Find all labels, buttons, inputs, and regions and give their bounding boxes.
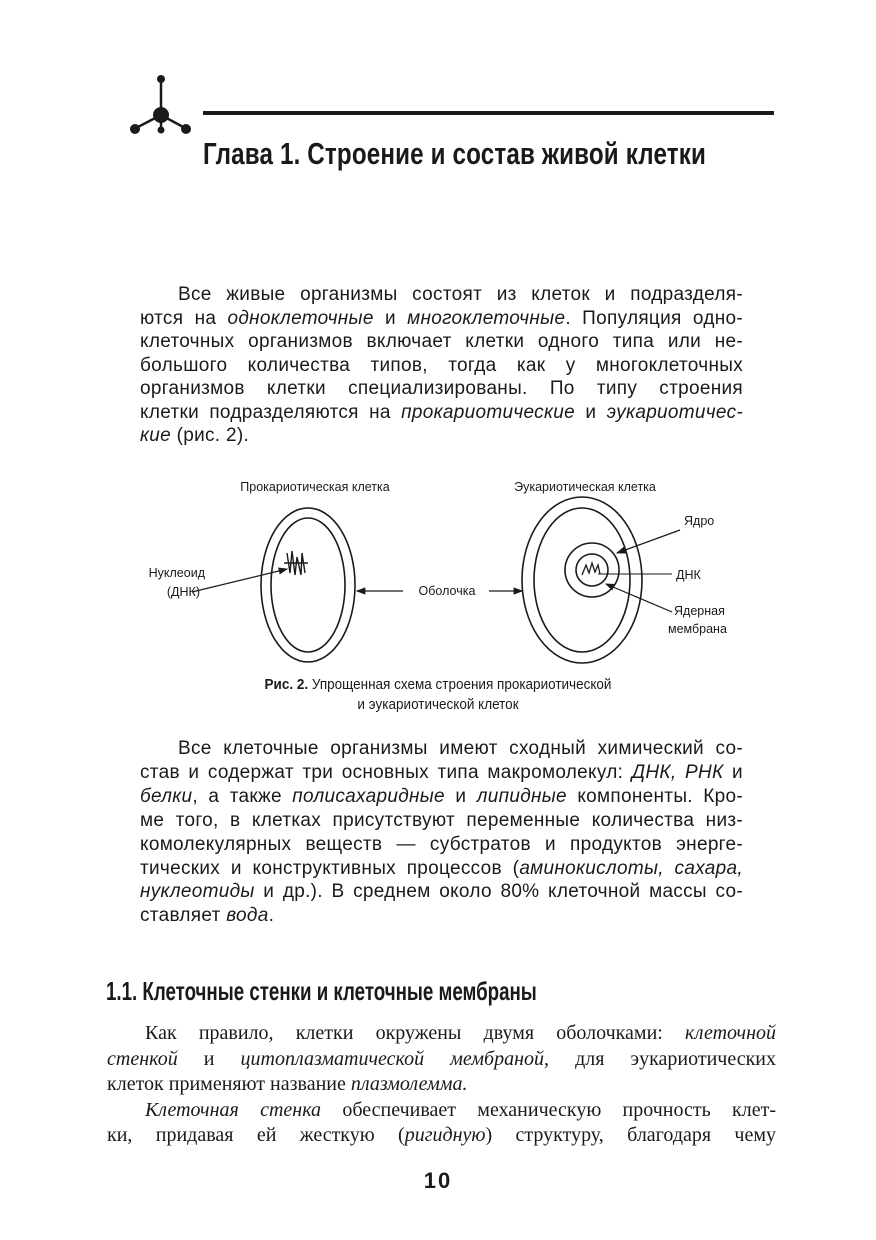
emphasis-text: эукариотичес- (606, 401, 743, 423)
emphasis-text: плазмолемма. (350, 1073, 468, 1096)
text-line (140, 834, 743, 856)
emphasis-text: ригидную (404, 1124, 486, 1147)
text-span: клеток применяют название (107, 1073, 351, 1096)
text-span: и (444, 785, 477, 807)
text-span: большого количества типов, тогда как у многоклеточных (140, 354, 743, 376)
emphasis-text: нуклеотиды (140, 881, 255, 903)
text-line (140, 308, 743, 330)
text-line (145, 1099, 776, 1122)
nuclear-membrane-label-2: мембрана (668, 622, 727, 636)
nucleoid-arrow (192, 569, 287, 592)
text-line (178, 738, 743, 760)
text-span: Все живые организмы состоят из клеток и подразделя- (178, 284, 743, 305)
text-span: обеспечивает механическую прочность клет- (321, 1098, 776, 1121)
text-span: (рис. 2). (171, 425, 250, 446)
text-span: Как правило, клетки окружены двумя оболочками: (145, 1022, 686, 1044)
cell-diagram (0, 470, 876, 670)
text-span: ки, придавая ей жесткую ( (107, 1124, 405, 1147)
emphasis-text: ДНК, РНК (631, 761, 724, 783)
emphasis-text: кие (140, 425, 172, 446)
text-line (140, 425, 743, 447)
figure-caption-line2: и эукариотической клеток (357, 696, 519, 713)
text-line (140, 378, 743, 400)
figure-caption-text: Упрощенная схема строения прокариотической (308, 676, 612, 693)
text-span: ставляет (140, 905, 227, 927)
page-number: 10 (423, 1168, 453, 1193)
section-heading: 1.1. Клеточные стенки и клеточные мембраны (106, 976, 537, 1006)
emphasis-text: липидные (476, 785, 567, 807)
nuclear-membrane-label: Ядерная (674, 604, 725, 618)
envelope-label: Оболочка (418, 584, 476, 598)
text-span: организмов клетки специализированы. По типу строения (140, 378, 743, 399)
emphasis-text: вода (226, 905, 269, 927)
text-span: ) структуру, благодаря чему (485, 1124, 777, 1147)
text-line (107, 1124, 776, 1147)
figure-caption (44, 676, 832, 693)
text-span: . (268, 905, 275, 927)
emphasis-text: одноклеточные (227, 307, 374, 329)
text-span: и (574, 401, 607, 423)
text-span: и (177, 1047, 241, 1070)
text-span: , а также (192, 785, 293, 807)
text-line (145, 1022, 776, 1045)
text-span: ме того, в клетках присутствуют переменные количества низ- (140, 809, 743, 831)
eukaryote-title: Эукариотическая клетка (514, 480, 656, 494)
emphasis-text: прокариотические (401, 401, 575, 423)
text-line (140, 331, 743, 353)
nucleus-arrow (617, 530, 680, 553)
emphasis-text: Клеточная стенка (145, 1098, 322, 1121)
eukaryote-cell (522, 497, 642, 663)
emphasis-text: стенкой (107, 1047, 178, 1070)
text-line (140, 402, 743, 424)
text-span: . Популяция одно- (565, 307, 743, 329)
text-line (140, 881, 743, 903)
figure-caption-number: Рис. 2. (264, 676, 309, 693)
prokaryote-title: Прокариотическая клетка (240, 480, 390, 494)
emphasis-text: полисахаридные (292, 785, 445, 807)
text-line (107, 1048, 776, 1071)
prokaryote-cell (261, 508, 355, 662)
text-span: став и содержат три основных типа макромолекул: (140, 761, 632, 783)
text-span: ются на (140, 307, 228, 329)
text-line (140, 762, 743, 784)
text-line (178, 284, 743, 306)
emphasis-text: цитоплазматической мембраной (240, 1047, 545, 1070)
emphasis-text: белки (140, 785, 193, 807)
text-span: , для эукариотических (544, 1047, 777, 1070)
text-span: и (373, 307, 408, 329)
text-span: Все клеточные организмы имеют сходный химический со- (178, 738, 743, 759)
nucleoid-dna-label: (ДНК) (166, 585, 200, 599)
nucleoid-label: Нуклеоид (148, 566, 205, 580)
nucleus-label: Ядро (684, 514, 715, 528)
molecule-icon (120, 70, 200, 145)
chapter-title: Глава 1. Строение и состав живой клетки (203, 136, 707, 171)
text-span: и (723, 761, 743, 783)
emphasis-text: многоклеточные (407, 307, 566, 329)
text-line (107, 1073, 776, 1096)
chapter-rule (203, 111, 774, 115)
text-line (140, 810, 743, 832)
emphasis-text: аминокислоты, сахара, (519, 857, 743, 879)
text-line (140, 786, 743, 808)
text-span: и др.). В среднем около 80% клеточной массы со- (254, 881, 743, 903)
emphasis-text: клеточной (685, 1022, 776, 1044)
text-span: клеточных организмов включает клетки одного типа или не- (140, 331, 743, 352)
text-span: клетки подразделяются на (140, 401, 402, 423)
text-line (140, 355, 743, 377)
dna-label: ДНК (676, 568, 701, 582)
text-span: тических и конструктивных процессов ( (140, 857, 520, 879)
text-span: компоненты. Кро- (566, 785, 744, 807)
text-span: комолекулярных веществ — субстратов и продуктов энерге- (140, 833, 743, 855)
text-line (140, 905, 743, 927)
text-line (140, 858, 743, 880)
